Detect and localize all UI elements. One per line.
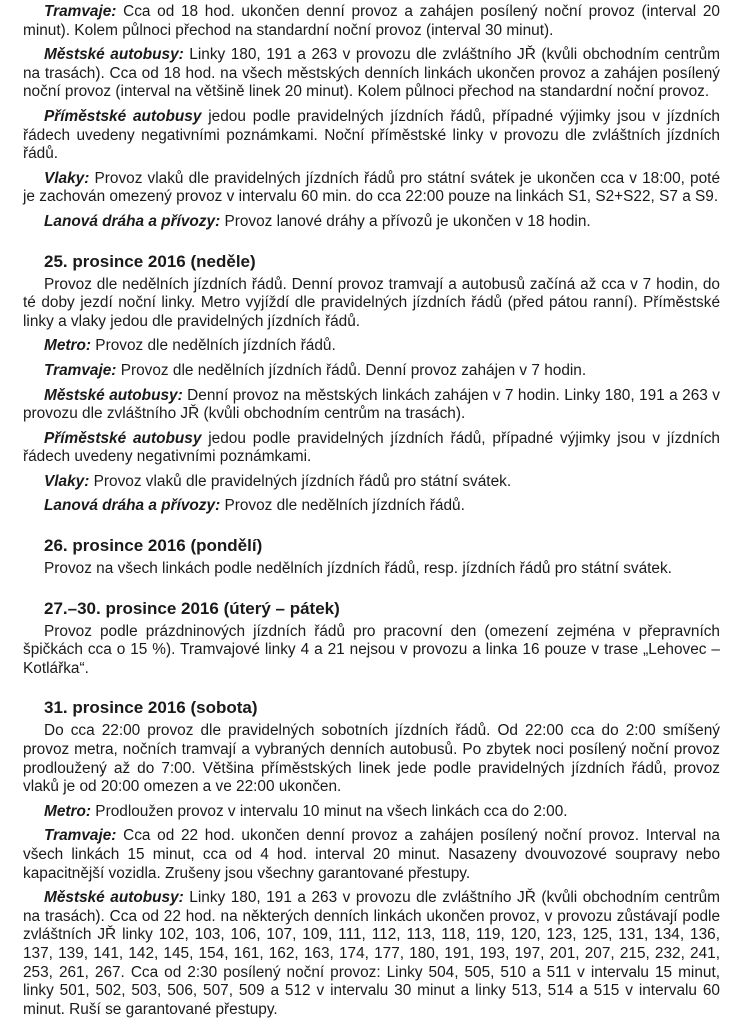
paragraph-intro-27-30: Provoz podle prázdninových jízdních řádů pro pracovní den (omezení zejména v přepravních špičkách cca o 15 %). Tramvajové linky 4 a 21 nejsou v provozu a linka 16 pouze v trase „Lehovec – Kotlářka“. bbox=[23, 622, 720, 677]
label-city-bus: Městské autobusy: bbox=[44, 386, 183, 404]
paragraph-metro-31: Metro: Prodloužen provoz v intervalu 10 minut na všech linkách cca do 2:00. bbox=[44, 802, 568, 820]
paragraph-suburban-bus-25: Příměstské autobusy jedou podle pravidelných jízdních řádů, případné výjimky jsou v jízdních řádech uvedeny negativními poznámkami. bbox=[23, 429, 720, 466]
heading-dec-26: 26. prosince 2016 (pondělí) bbox=[44, 536, 263, 556]
label-tram: Tramvaje: bbox=[44, 827, 117, 845]
paragraph-metro-25: Metro: Provoz dle nedělních jízdních řádů. bbox=[44, 337, 336, 355]
label-city-bus: Městské autobusy: bbox=[44, 889, 184, 907]
paragraph-city-bus-24: Městské autobusy: Linky 180, 191 a 263 v provozu dle zvláštního JŘ (kvůli obchodním centrům na trasách). Cca od 18 hod. na všech městských denních linkách ukončen provoz a zahájen posílený noční provoz (interval na většině linek 20 minut). Kolem půlnoci přechod na standardní noční provoz. bbox=[23, 46, 720, 101]
paragraph-tram-31: Tramvaje: Cca od 22 hod. ukončen denní provoz a zahájen posílený noční provoz. Interval na všech linkách 15 minut, cca od 4 hod. interval 20 minut. Nasazeny dvouvozové soupravy nebo kapacitnější vozidla. Zrušeny jsou všechny garantované přestupy. bbox=[23, 827, 720, 882]
label-suburban-bus: Příměstské autobusy bbox=[44, 429, 202, 447]
label-funicular: Lanová dráha a přívozy: bbox=[44, 212, 221, 230]
paragraph-tram-25: Tramvaje: Provoz dle nedělních jízdních řádů. Denní provoz zahájen v 7 hodin. bbox=[44, 361, 587, 379]
label-funicular: Lanová dráha a přívozy: bbox=[44, 497, 221, 515]
label-tram: Tramvaje: bbox=[44, 361, 117, 379]
paragraph-intro-25: Provoz dle nedělních jízdních řádů. Denní provoz tramvají a autobusů začíná až cca v 7 hodin, do té doby jezdí noční linky. Metro vyjíždí dle pravidelných jízdních řádů (před pátou ranní). Příměstské linky a vlaky jedou dle pravidelných jízdních řádů. bbox=[23, 275, 720, 330]
label-trains: Vlaky: bbox=[44, 169, 90, 187]
heading-dec-25: 25. prosince 2016 (neděle) bbox=[44, 251, 256, 271]
paragraph-trains-25: Vlaky: Provoz vlaků dle pravidelných jízdních řádů pro státní svátek. bbox=[44, 472, 512, 490]
paragraph-city-bus-31: Městské autobusy: Linky 180, 191 a 263 v provozu dle zvláštního JŘ (kvůli obchodním centrům na trasách). Cca od 22 hod. na některých denních linkách ukončen provoz, v provozu zůstávají podle zvláštních JŘ linky 102, 103, 106, 107, 109, 111, 112, 113, 118, 119, 120, 123, 125, 131, 134, 136, 137, 139, 141, 142, 145, 154, 161, 162, 163, 174, 177, 180, 191, 193, 197, 201, 207, 215, 232, 241, 253, 261, 267. Cca od 2:30 posílený noční provoz: Linky 504, 505, 510 a 511 v intervalu 15 minut, linky 501, 502, 503, 506, 507, 509 a 512 v intervalu 30 minut a linky 513, 514 a 515 v intervalu 60 minut. Ruší se garantované přestupy. bbox=[23, 889, 720, 1018]
label-suburban-bus: Příměstské autobusy bbox=[44, 107, 202, 125]
label-metro: Metro: bbox=[44, 802, 92, 820]
label-tram: Tramvaje: bbox=[44, 3, 117, 20]
paragraph-intro-26: Provoz na všech linkách podle nedělních jízdních řádů, resp. jízdních řádů pro státní svátek. bbox=[44, 560, 672, 578]
paragraph-city-bus-25: Městské autobusy: Denní provoz na městských linkách zahájen v 7 hodin. Linky 180, 191 a 263 v provozu dle zvláštního JŘ (kvůli obchodním centrům na trasách). bbox=[23, 386, 720, 423]
heading-dec-31: 31. prosince 2016 (sobota) bbox=[44, 698, 258, 718]
heading-dec-27-30: 27.–30. prosince 2016 (úterý – pátek) bbox=[44, 598, 340, 618]
paragraph-tram-24: Tramvaje: Cca od 18 hod. ukončen denní provoz a zahájen posílený noční provoz (interval 20 minut). Kolem půlnoci přechod na standardní noční provoz (interval 30 minut). bbox=[23, 3, 720, 39]
label-metro: Metro: bbox=[44, 337, 92, 355]
label-city-bus: Městské autobusy: bbox=[44, 46, 184, 64]
paragraph-intro-31: Do cca 22:00 provoz dle pravidelných sobotních jízdních řádů. Od 22:00 cca do 2:00 smíšený provoz metra, nočních tramvají a vybraných denních autobusů. Po zbytek noci posílený noční provoz prodloužený až do 7:00. Většina příměstských linek jede podle pravidelných jízdních řádů, provoz vlaků je od 20:00 omezen a ve 22:00 ukončen. bbox=[23, 722, 720, 796]
paragraph-funicular-24: Lanová dráha a přívozy: Provoz lanové dráhy a přívozů je ukončen v 18 hodin. bbox=[44, 212, 591, 230]
paragraph-funicular-25: Lanová dráha a přívozy: Provoz dle nedělních jízdních řádů. bbox=[44, 497, 465, 515]
paragraph-trains-24: Vlaky: Provoz vlaků dle pravidelných jízdních řádů pro státní svátek je ukončen cca v 18:00, poté je zachován omezený provoz v intervalu 60 min. do cca 22:00 pouze na linkách S1, S2+S22, S7 a S9. bbox=[23, 169, 720, 206]
paragraph-suburban-bus-24: Příměstské autobusy jedou podle pravidelných jízdních řádů, případné výjimky jsou v jízdních řádech uvedeny negativními poznámkami. Noční příměstské linky v provozu dle zvláštních jízdních řádů. bbox=[23, 107, 720, 163]
label-trains: Vlaky: bbox=[44, 472, 90, 490]
